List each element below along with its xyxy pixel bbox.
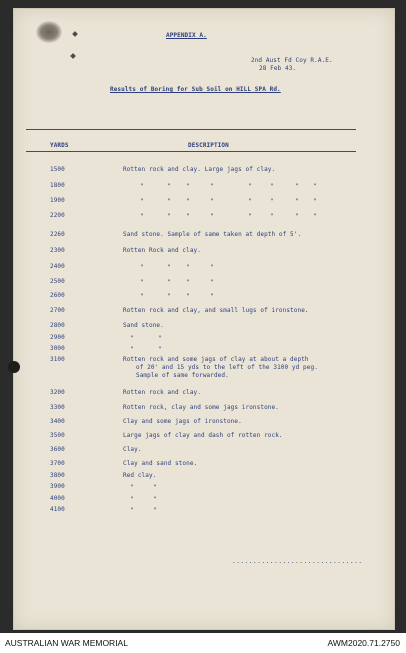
ditto-mark: " — [270, 213, 274, 220]
table-row-yards: 1800 — [50, 182, 65, 189]
ditto-mark: " — [295, 183, 299, 190]
ditto-mark: " — [248, 213, 252, 220]
table-row-description: Rotten rock and clay. Large jags of clay. — [123, 166, 276, 173]
table-row-yards: 3400 — [50, 418, 65, 425]
table-row-description: of 20' and 15 yds to the left of the 3100 yd peg. — [136, 364, 318, 371]
table-row-description: Clay and some jags of ironstone. — [123, 418, 242, 425]
ditto-mark: " — [210, 183, 214, 190]
ditto-mark: " — [210, 293, 214, 300]
table-row-description: Rotten rock and some jags of clay at about a depth — [123, 356, 309, 363]
table-row-yards: 3200 — [50, 389, 65, 396]
ditto-mark: " — [248, 183, 252, 190]
ditto-mark: " — [153, 496, 157, 503]
table-row-yards: 2700 — [50, 307, 65, 314]
table-row-yards: 2900 — [50, 334, 65, 341]
table-row-yards: 4000 — [50, 495, 65, 502]
table-row-yards: 2500 — [50, 278, 65, 285]
column-header-description: DESCRIPTION — [188, 142, 229, 149]
ditto-mark: " — [186, 183, 190, 190]
table-row-description: Clay and sand stone. — [123, 460, 198, 467]
ditto-mark: " — [167, 183, 171, 190]
ditto-mark: " — [186, 264, 190, 271]
ditto-mark: " — [210, 264, 214, 271]
ditto-mark: " — [140, 183, 144, 190]
ditto-mark: " — [140, 279, 144, 286]
ditto-mark: " — [167, 198, 171, 205]
table-row-yards: 2600 — [50, 292, 65, 299]
table-row-yards: 3100 — [50, 356, 65, 363]
ditto-mark: " — [210, 213, 214, 220]
ditto-mark: " — [186, 293, 190, 300]
ditto-mark: " — [158, 346, 162, 353]
table-row-yards: 4100 — [50, 506, 65, 513]
ditto-mark: " — [167, 213, 171, 220]
table-row-yards: 2200 — [50, 212, 65, 219]
table-row-yards: 3900 — [50, 483, 65, 490]
document-title: Results of Boring for Sub Soil on HILL SPA Rd. — [110, 86, 281, 93]
table-row-description: Rotten rock and clay. — [123, 389, 201, 396]
table-row-description: Sand stone. Sample of same taken at depth of 5'. — [123, 231, 302, 238]
table-row-yards: 3600 — [50, 446, 65, 453]
punch-hole — [8, 361, 20, 373]
footer-institution: AUSTRALIAN WAR MEMORIAL — [5, 638, 128, 648]
ditto-mark: " — [130, 335, 134, 342]
ditto-mark: " — [140, 264, 144, 271]
column-header-yards: YARDS — [50, 142, 69, 149]
ditto-mark: " — [153, 484, 157, 491]
ditto-mark: " — [153, 507, 157, 514]
table-row-description: Rotten Rock and clay. — [123, 247, 201, 254]
ditto-mark: " — [248, 198, 252, 205]
ditto-mark: " — [270, 183, 274, 190]
ditto-mark: " — [295, 198, 299, 205]
table-row-description: Rotten rock and clay, and small lugs of ironstone. — [123, 307, 309, 314]
table-row-yards: 2260 — [50, 231, 65, 238]
ink-stain — [36, 21, 62, 43]
archive-footer — [0, 633, 406, 653]
table-row-yards: 3500 — [50, 432, 65, 439]
table-row-yards: 2400 — [50, 263, 65, 270]
ditto-mark: " — [313, 183, 317, 190]
table-row-description: Large jags of clay and dash of rotten rock. — [123, 432, 283, 439]
ditto-mark: " — [270, 198, 274, 205]
ditto-mark: " — [210, 198, 214, 205]
ditto-mark: " — [130, 346, 134, 353]
ditto-mark: " — [130, 507, 134, 514]
document-date: 28 Feb 43. — [259, 65, 297, 72]
ditto-mark: " — [140, 213, 144, 220]
ditto-mark: " — [186, 279, 190, 286]
table-row-yards: 2800 — [50, 322, 65, 329]
table-row-yards: 3300 — [50, 404, 65, 411]
ditto-mark: " — [186, 213, 190, 220]
table-row-yards: 3000 — [50, 345, 65, 352]
ditto-mark: " — [167, 264, 171, 271]
appendix-heading: APPENDIX A. — [166, 32, 207, 39]
ditto-mark: " — [313, 213, 317, 220]
table-row-description: Sample of same forwarded. — [136, 372, 229, 379]
ditto-mark: " — [167, 279, 171, 286]
ditto-mark: " — [140, 198, 144, 205]
ditto-mark: " — [186, 198, 190, 205]
table-row-description: Rotten rock, clay and some jags ironstone. — [123, 404, 279, 411]
table-row-description: Clay. — [123, 446, 142, 453]
table-row-yards: 2300 — [50, 247, 65, 254]
ditto-mark: " — [158, 335, 162, 342]
table-row-yards: 3800 — [50, 472, 65, 479]
ditto-mark: " — [130, 484, 134, 491]
ditto-mark: " — [140, 293, 144, 300]
table-top-rule — [26, 129, 356, 130]
table-header-rule — [26, 151, 356, 152]
table-row-yards: 3700 — [50, 460, 65, 467]
footer-accession: AWM2020.71.2750 — [327, 638, 400, 648]
document-sheet — [13, 8, 395, 630]
unit-name: 2nd Aust Fd Coy R.A.E. — [251, 57, 333, 64]
ditto-mark: " — [295, 213, 299, 220]
paper-speck — [70, 53, 76, 59]
ditto-mark: " — [210, 279, 214, 286]
table-row-description: Red clay. — [123, 472, 157, 479]
ditto-mark: " — [130, 496, 134, 503]
ditto-mark: " — [167, 293, 171, 300]
table-row-description: Sand stone. — [123, 322, 164, 329]
ditto-mark: " — [313, 198, 317, 205]
table-row-yards: 1900 — [50, 197, 65, 204]
signature-line: ............................... — [232, 558, 363, 565]
table-row-yards: 1500 — [50, 166, 65, 173]
paper-speck — [72, 31, 78, 37]
